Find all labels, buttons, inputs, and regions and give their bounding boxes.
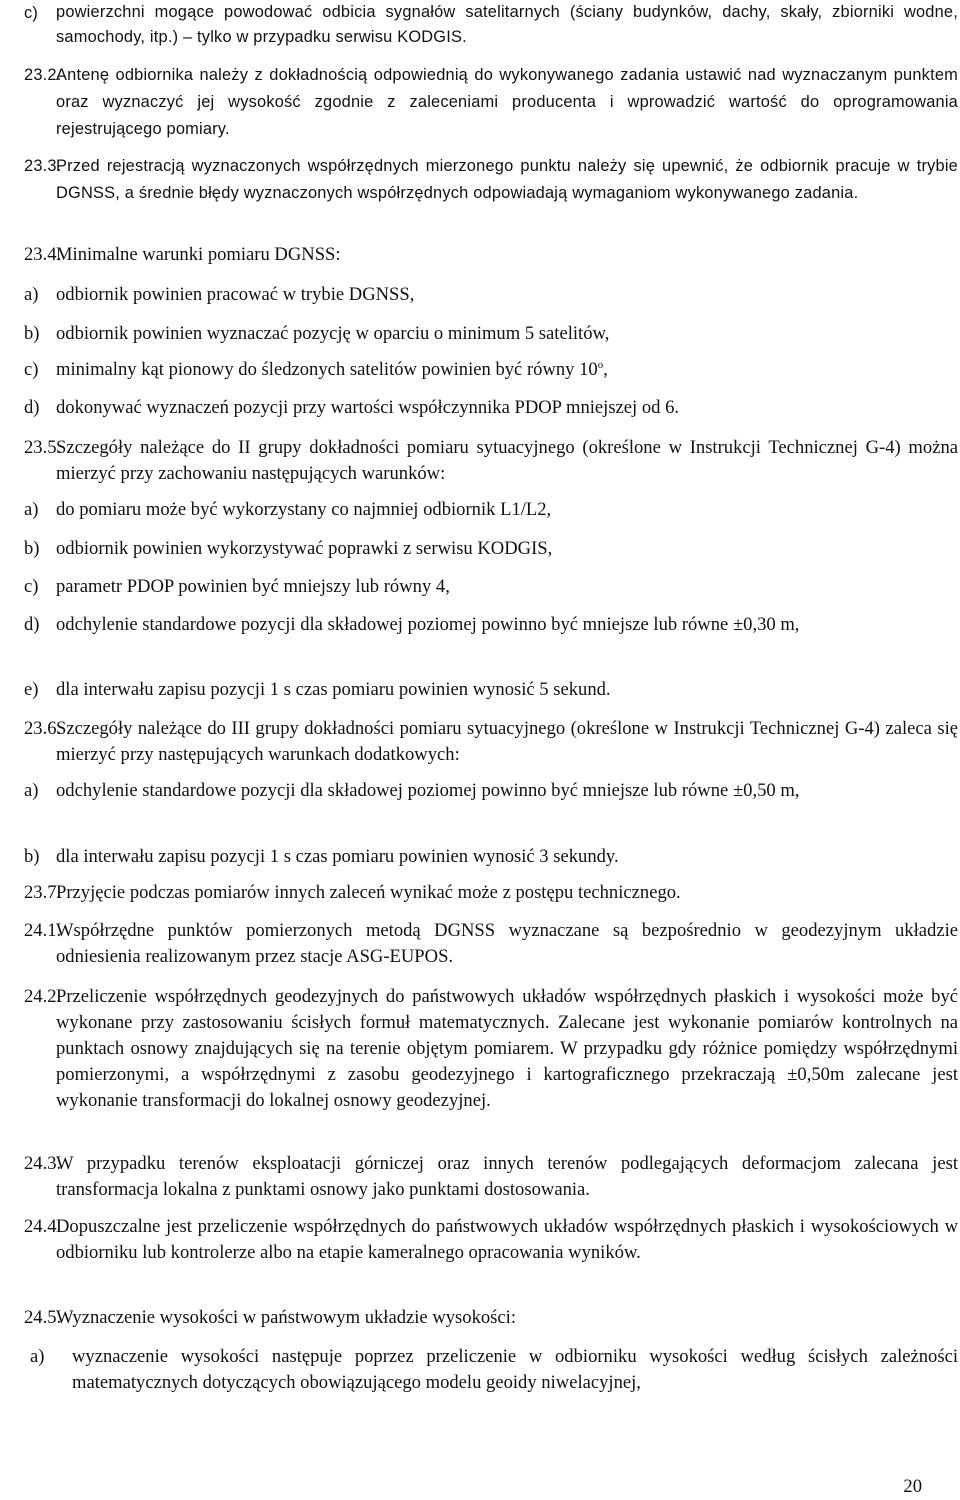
section-text: Wyznaczenie wysokości w państwowym układzie wysokości: <box>56 1307 516 1328</box>
section-number: 24.5. <box>24 1307 62 1328</box>
item-text: dokonywać wyznaczeń pozycji przy wartości współczynnika PDOP mniejszej od 6. <box>56 397 680 418</box>
item-text: parametr PDOP powinien być mniejszy lub równy 4, <box>56 576 450 597</box>
item-text: odbiornik powinien wyznaczać pozycję w oparciu o minimum 5 satelitów, <box>56 323 610 344</box>
section-number: 23.3. <box>24 157 62 175</box>
section-number: 24.1. <box>24 920 62 941</box>
item-text: dla interwału zapisu pozycji 1 s czas pomiaru powinien wynosić 3 sekundy. <box>56 846 619 867</box>
item-text: dla interwału zapisu pozycji 1 s czas pomiaru powinien wynosić 5 sekund. <box>56 679 611 700</box>
section-number: 23.6. <box>24 718 62 739</box>
page-number: 20 <box>903 1476 922 1497</box>
item-label: e) <box>24 679 39 700</box>
section-text: Przed rejestracją wyznaczonych współrzędnych mierzonego punktu należy się upewnić, że odbiornik pracuje w trybie DGNSS, a średnie błędy wyznaczonych współrzędnych odpowiadają wymaganiom wykonywanego zadania. <box>56 157 958 202</box>
section-text: Współrzędne punktów pomierzonych metodą DGNSS wyznaczane są bezpośrednio w geodezyjnym układzie odniesienia realizowanym przez stacje ASG-EUPOS. <box>56 920 958 967</box>
item-text: odbiornik powinien pracować w trybie DGNSS, <box>56 284 415 305</box>
item-text: odchylenie standardowe pozycji dla składowej poziomej powinno być mniejsze lub równe ±0,30 m, <box>56 614 800 635</box>
section-text: Szczegóły należące do II grupy dokładności pomiaru sytuacyjnego (określone w Instrukcji Technicznej G-4) można mierzyć przy zachowaniu następujących warunków: <box>56 437 958 484</box>
section-text: Antenę odbiornika należy z dokładnością odpowiednią do wykonywanego zadania ustawić nad wyznaczanym punktem oraz wyznaczyć jej wysokość zgodnie z zaleceniami producenta i wprowadzić wartość do oprogramowania rejestrującego pomiary. <box>56 66 958 138</box>
item-label: a) <box>30 1346 45 1367</box>
section-number: 24.4. <box>24 1216 62 1237</box>
section-number: 23.4. <box>24 244 62 265</box>
item-text: odchylenie standardowe pozycji dla składowej poziomej powinno być mniejsze lub równe ±0,50 m, <box>56 780 800 801</box>
item-text <box>56 357 958 383</box>
item-label: d) <box>24 397 40 418</box>
item-text: wyznaczenie wysokości następuje poprzez przeliczenie w odbiorniku wysokości według ścisłych zależności matematycznych dotyczących obowiązującego modelu geoidy niwelacyjnej, <box>72 1346 958 1393</box>
section-text: Minimalne warunki pomiaru DGNSS: <box>56 244 341 265</box>
section-number: 23.2. <box>24 66 62 84</box>
item-label: b) <box>24 538 40 559</box>
item-label: c) <box>24 359 39 380</box>
section-text: Dopuszczalne jest przeliczenie współrzędnych do państwowych układów współrzędnych płaskich i wysokościowych w odbiorniku lub kontrolerze albo na etapie kameralnego opracowania wyników. <box>56 1216 958 1263</box>
section-text: Przeliczenie współrzędnych geodezyjnych do państwowych układów współrzędnych płaskich i wysokości może być wykonane przy zastosowaniu ścisłych formuł matematycznych. Zalecane jest wykonanie pomiarów kontrolnych na punktach osnowy znajdujących się na terenie objętym pomiarem. W przypadku gdy różnice pomiędzy współrzędnymi pomierzonymi, a współrzędnymi z zasobu geodezyjnego i kartograficznego przekraczają ±0,50m zalecane jest wykonanie transformacji do lokalnej osnowy geodezyjnej. <box>56 986 958 1111</box>
item-text-main: minimalny kąt pionowy do śledzonych satelitów powinien być równy 10 <box>56 359 598 380</box>
section-number: 24.3. <box>24 1153 62 1174</box>
section-text: Przyjęcie podczas pomiarów innych zaleceń wynikać może z postępu technicznego. <box>56 882 681 903</box>
item-label: c) <box>24 4 39 22</box>
item-label: b) <box>24 846 40 867</box>
section-text: W przypadku terenów eksploatacji górniczej oraz innych terenów podlegających deformacjom zalecana jest transformacja lokalna z punktami osnowy jako punktami dostosowania. <box>56 1153 958 1200</box>
section-number: 23.5. <box>24 437 62 458</box>
section-number: 24.2. <box>24 986 62 1007</box>
item-label: d) <box>24 614 40 635</box>
item-label: a) <box>24 284 39 305</box>
item-label: c) <box>24 576 39 597</box>
section-text: Szczegóły należące do III grupy dokładności pomiaru sytuacyjnego (określone w Instrukcji Technicznej G-4) zaleca się mierzyć przy następujących warunkach dodatkowych: <box>56 718 958 765</box>
item-text: powierzchni mogące powodować odbicia sygnałów satelitarnych (ściany budynków, dachy, skały, zbiorniki wodne, samochody, itp.) – tylko w przypadku serwisu KODGIS. <box>56 3 958 46</box>
item-text: odbiornik powinien wykorzystywać poprawki z serwisu KODGIS, <box>56 538 553 559</box>
item-text: do pomiaru może być wykorzystany co najmniej odbiornik L1/L2, <box>56 499 552 520</box>
item-label: a) <box>24 780 39 801</box>
item-label: a) <box>24 499 39 520</box>
item-label: b) <box>24 323 40 344</box>
document-page <box>24 0 958 1499</box>
section-number: 23.7. <box>24 882 62 903</box>
item-text-end: , <box>603 359 608 380</box>
degree-superscript: o <box>597 358 604 371</box>
